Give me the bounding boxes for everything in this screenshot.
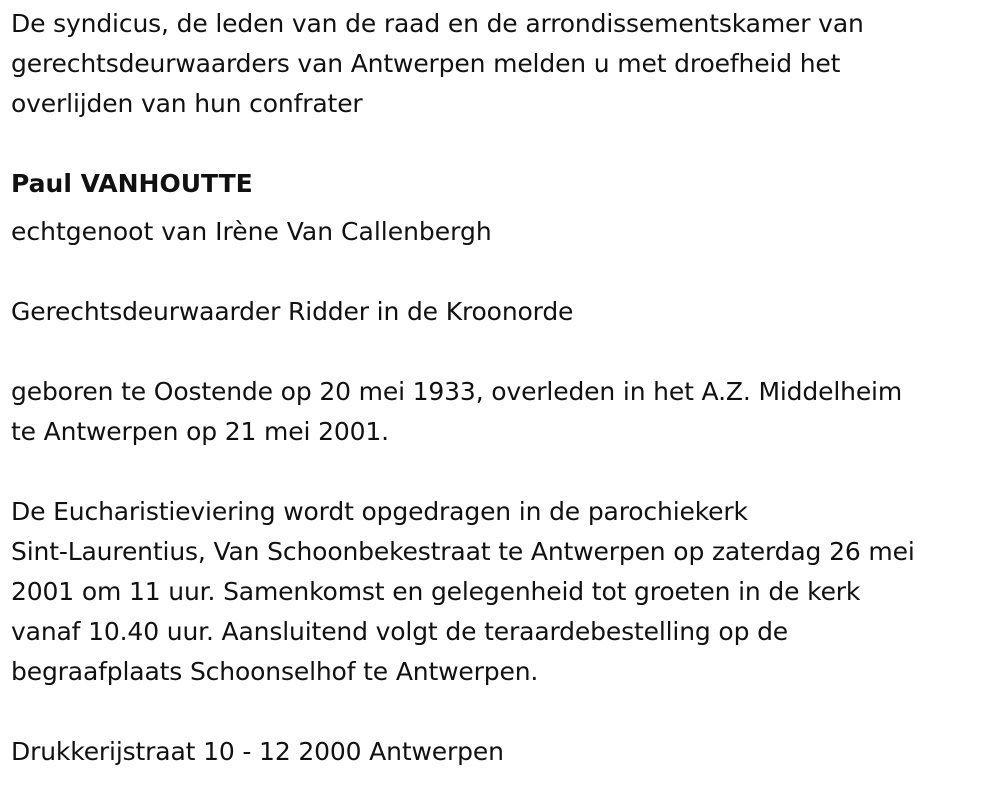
ceremony-line: begraafplaats Schoonselhof te Antwerpen. [11,657,539,686]
intro-line: De syndicus, de leden van de raad en de arrondissementskamer van [11,9,864,38]
intro-line: gerechtsdeurwaarders van Antwerpen melden u met droefheid het [11,49,841,78]
spouse-line: echtgenoot van Irène Van Callenbergh [11,217,492,246]
paragraph-gap [11,452,996,492]
intro-line: overlijden van hun confrater [11,89,363,118]
address-line: Drukkerijstraat 10 - 12 2000 Antwerpen [11,737,504,766]
paragraph-gap [11,252,996,292]
birth-death-line: te Antwerpen op 21 mei 2001. [11,417,389,446]
ceremony-line: De Eucharistieviering wordt opgedragen in de parochiekerk [11,497,748,526]
paragraph-gap [11,692,996,732]
birth-death-line: geboren te Oostende op 20 mei 1933, overleden in het A.Z. Middelheim [11,377,903,406]
ceremony-line: 2001 om 11 uur. Samenkomst en gelegenheid tot groeten in de kerk [11,577,861,606]
paragraph-gap [11,332,996,372]
ceremony-paragraph [11,492,996,692]
deceased-name: Paul VANHOUTTE [11,169,253,198]
titles-line: Gerechtsdeurwaarder Ridder in de Kroonorde [11,297,574,326]
birth-death-paragraph [11,372,996,452]
ceremony-line: Sint-Laurentius, Van Schoonbekestraat te Antwerpen op zaterdag 26 mei [11,537,915,566]
death-notice [11,4,996,772]
intro-paragraph [11,4,996,124]
ceremony-line: vanaf 10.40 uur. Aansluitend volgt de teraardebestelling op de [11,617,789,646]
